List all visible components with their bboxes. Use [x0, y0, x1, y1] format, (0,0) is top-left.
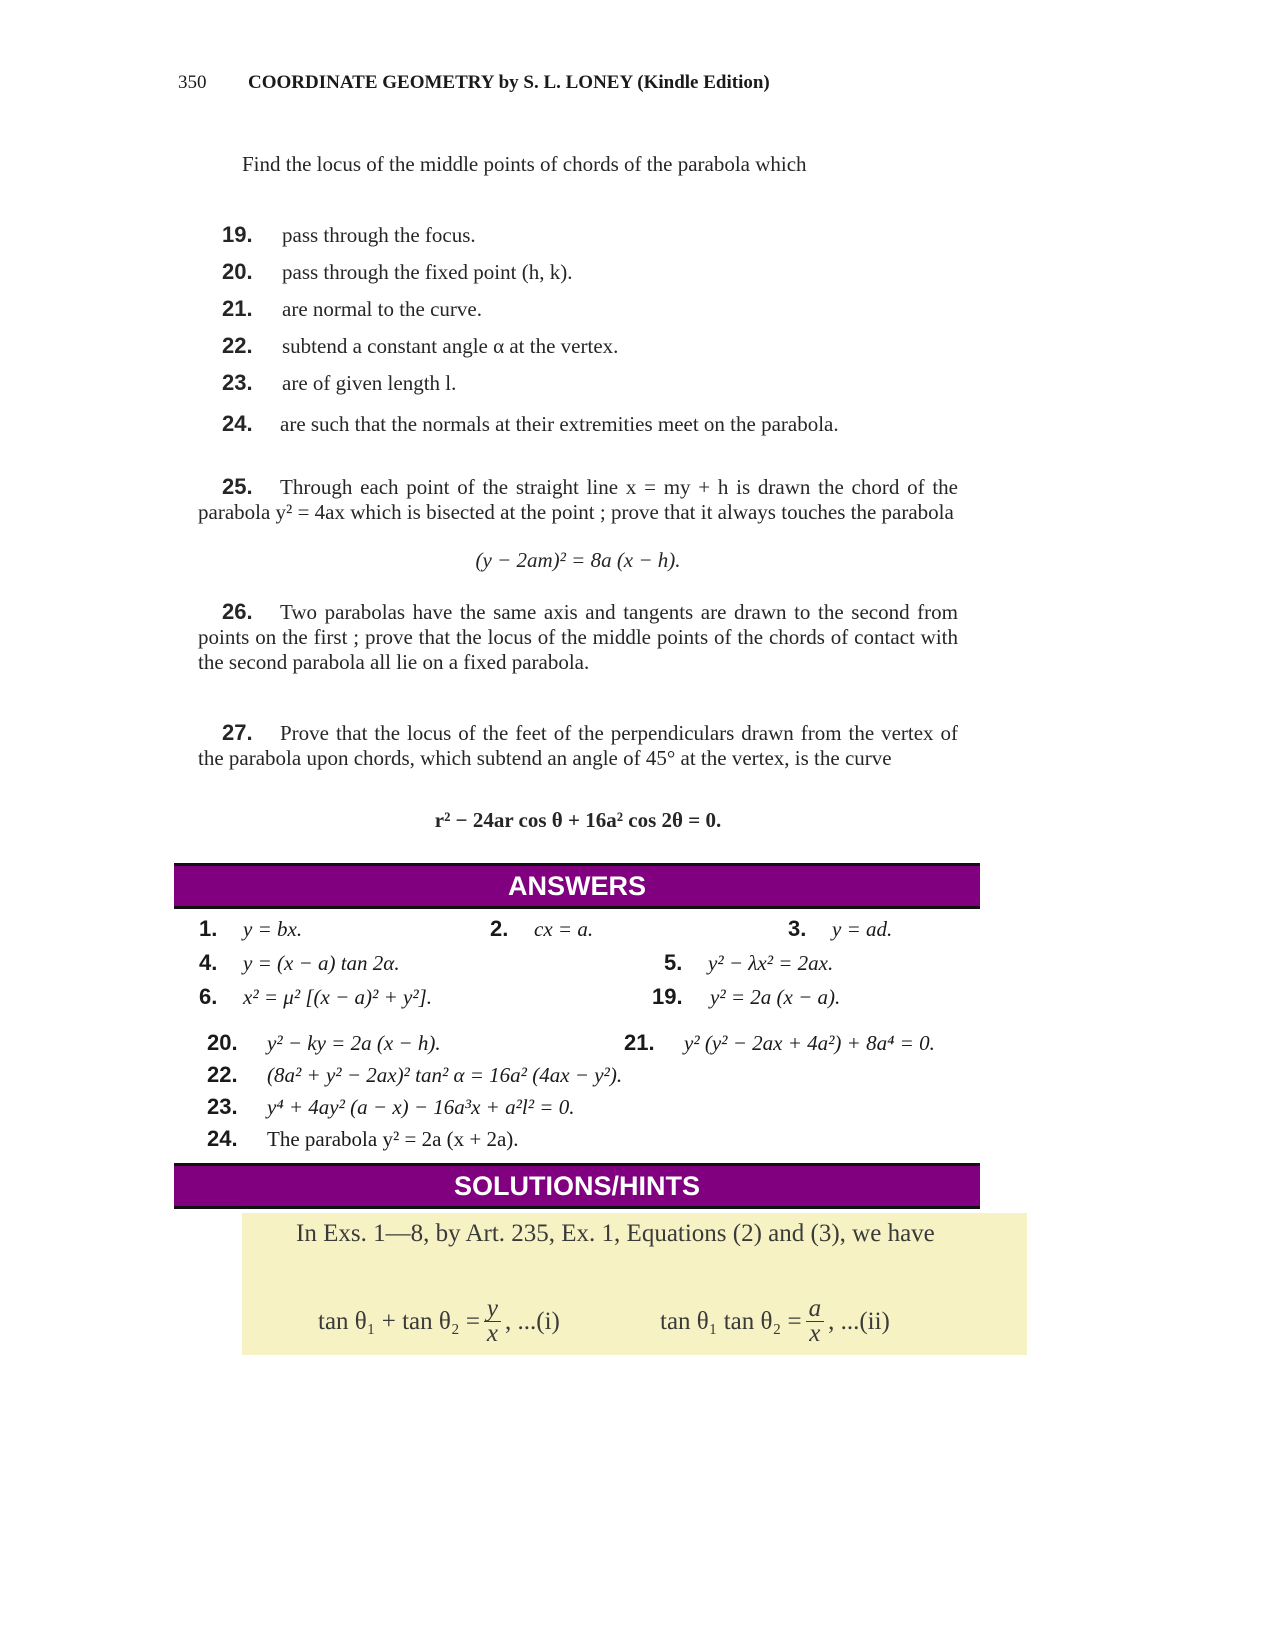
hint-text: In Exs. 1—8, by Art. 235, Ex. 1, Equations (2) and (3), we have	[296, 1220, 935, 1247]
exercise-list	[222, 222, 962, 407]
exercise-item: 21. are normal to the curve.	[222, 296, 482, 321]
answer-item: 19. y² = 2a (x − a).	[652, 984, 841, 1009]
answer-item: 20. y² − ky = 2a (x − h).	[207, 1030, 441, 1055]
exercise-27-formula: r² − 24ar cos θ + 16a² cos 2θ = 0.	[434, 808, 722, 832]
exercise-26: 26. Two parabolas have the same axis and tangents are drawn to the second from points on the first ; prove that the locus of the middle points of the chords of contact with the second parabola all lie on a fixed parabola.	[198, 599, 958, 674]
answer-item: 1. y = bx.	[199, 916, 303, 941]
book-title: COORDINATE GEOMETRY by S. L. LONEY (Kindle Edition)	[248, 72, 770, 93]
answer-item: 3. y = ad.	[788, 916, 893, 941]
answer-item: 5. y² − λx² = 2ax.	[664, 950, 834, 975]
exercise-item: 23. are of given length l.	[222, 370, 457, 395]
answer-item: 4. y = (x − a) tan 2α.	[199, 950, 400, 975]
exercise-item: 22. subtend a constant angle α at the vertex.	[222, 333, 619, 358]
exercise-item: 19. pass through the focus.	[222, 222, 476, 247]
page-number: 350	[178, 72, 207, 93]
hint-equation-1: tan θ₁ + tan θ₂ = $\frac{y}{x}$ , ...(i)	[318, 1295, 560, 1347]
hint-excerpt	[242, 1213, 1027, 1355]
answer-item: 2. cx = a.	[490, 916, 594, 941]
exercise-27: 27. Prove that the locus of the feet of the perpendiculars drawn from the vertex of the parabola upon chords, which subtend an angle of 45° at the vertex, is the curve	[198, 720, 958, 770]
answers-banner: ANSWERS	[174, 863, 980, 909]
intro-text: Find the locus of the middle points of chords of the parabola which	[242, 152, 807, 176]
exercise-25: 25. Through each point of the straight line x = my + h is drawn the chord of the parabola y² = 4ax which is bisected at the point ; prove that it always touches the parabola	[198, 474, 958, 524]
answer-item: 24. The parabola y² = 2a (x + 2a).	[207, 1126, 519, 1151]
solutions-banner: SOLUTIONS/HINTS	[174, 1163, 980, 1209]
hint-equation-2: tan θ₁ tan θ₂ = $\frac{a}{x}$ , ...(ii)	[660, 1295, 890, 1347]
answer-item: 22. (8a² + y² − 2ax)² tan² α = 16a² (4ax − y²).	[207, 1062, 623, 1087]
answer-item: 21. y² (y² − 2ax + 4a²) + 8a⁴ = 0.	[624, 1030, 935, 1055]
exercise-item: 20. pass through the fixed point (h, k).	[222, 259, 573, 284]
answer-item: 23. y⁴ + 4ay² (a − x) − 16a³x + a²l² = 0.	[207, 1094, 575, 1119]
page-header	[178, 72, 770, 94]
answer-item: 6. x² = μ² [(x − a)² + y²].	[199, 984, 433, 1009]
exercise-24: 24. are such that the normals at their extremities meet on the parabola.	[222, 411, 839, 436]
exercise-25-formula: (y − 2am)² = 8a (x − h).	[475, 548, 681, 572]
